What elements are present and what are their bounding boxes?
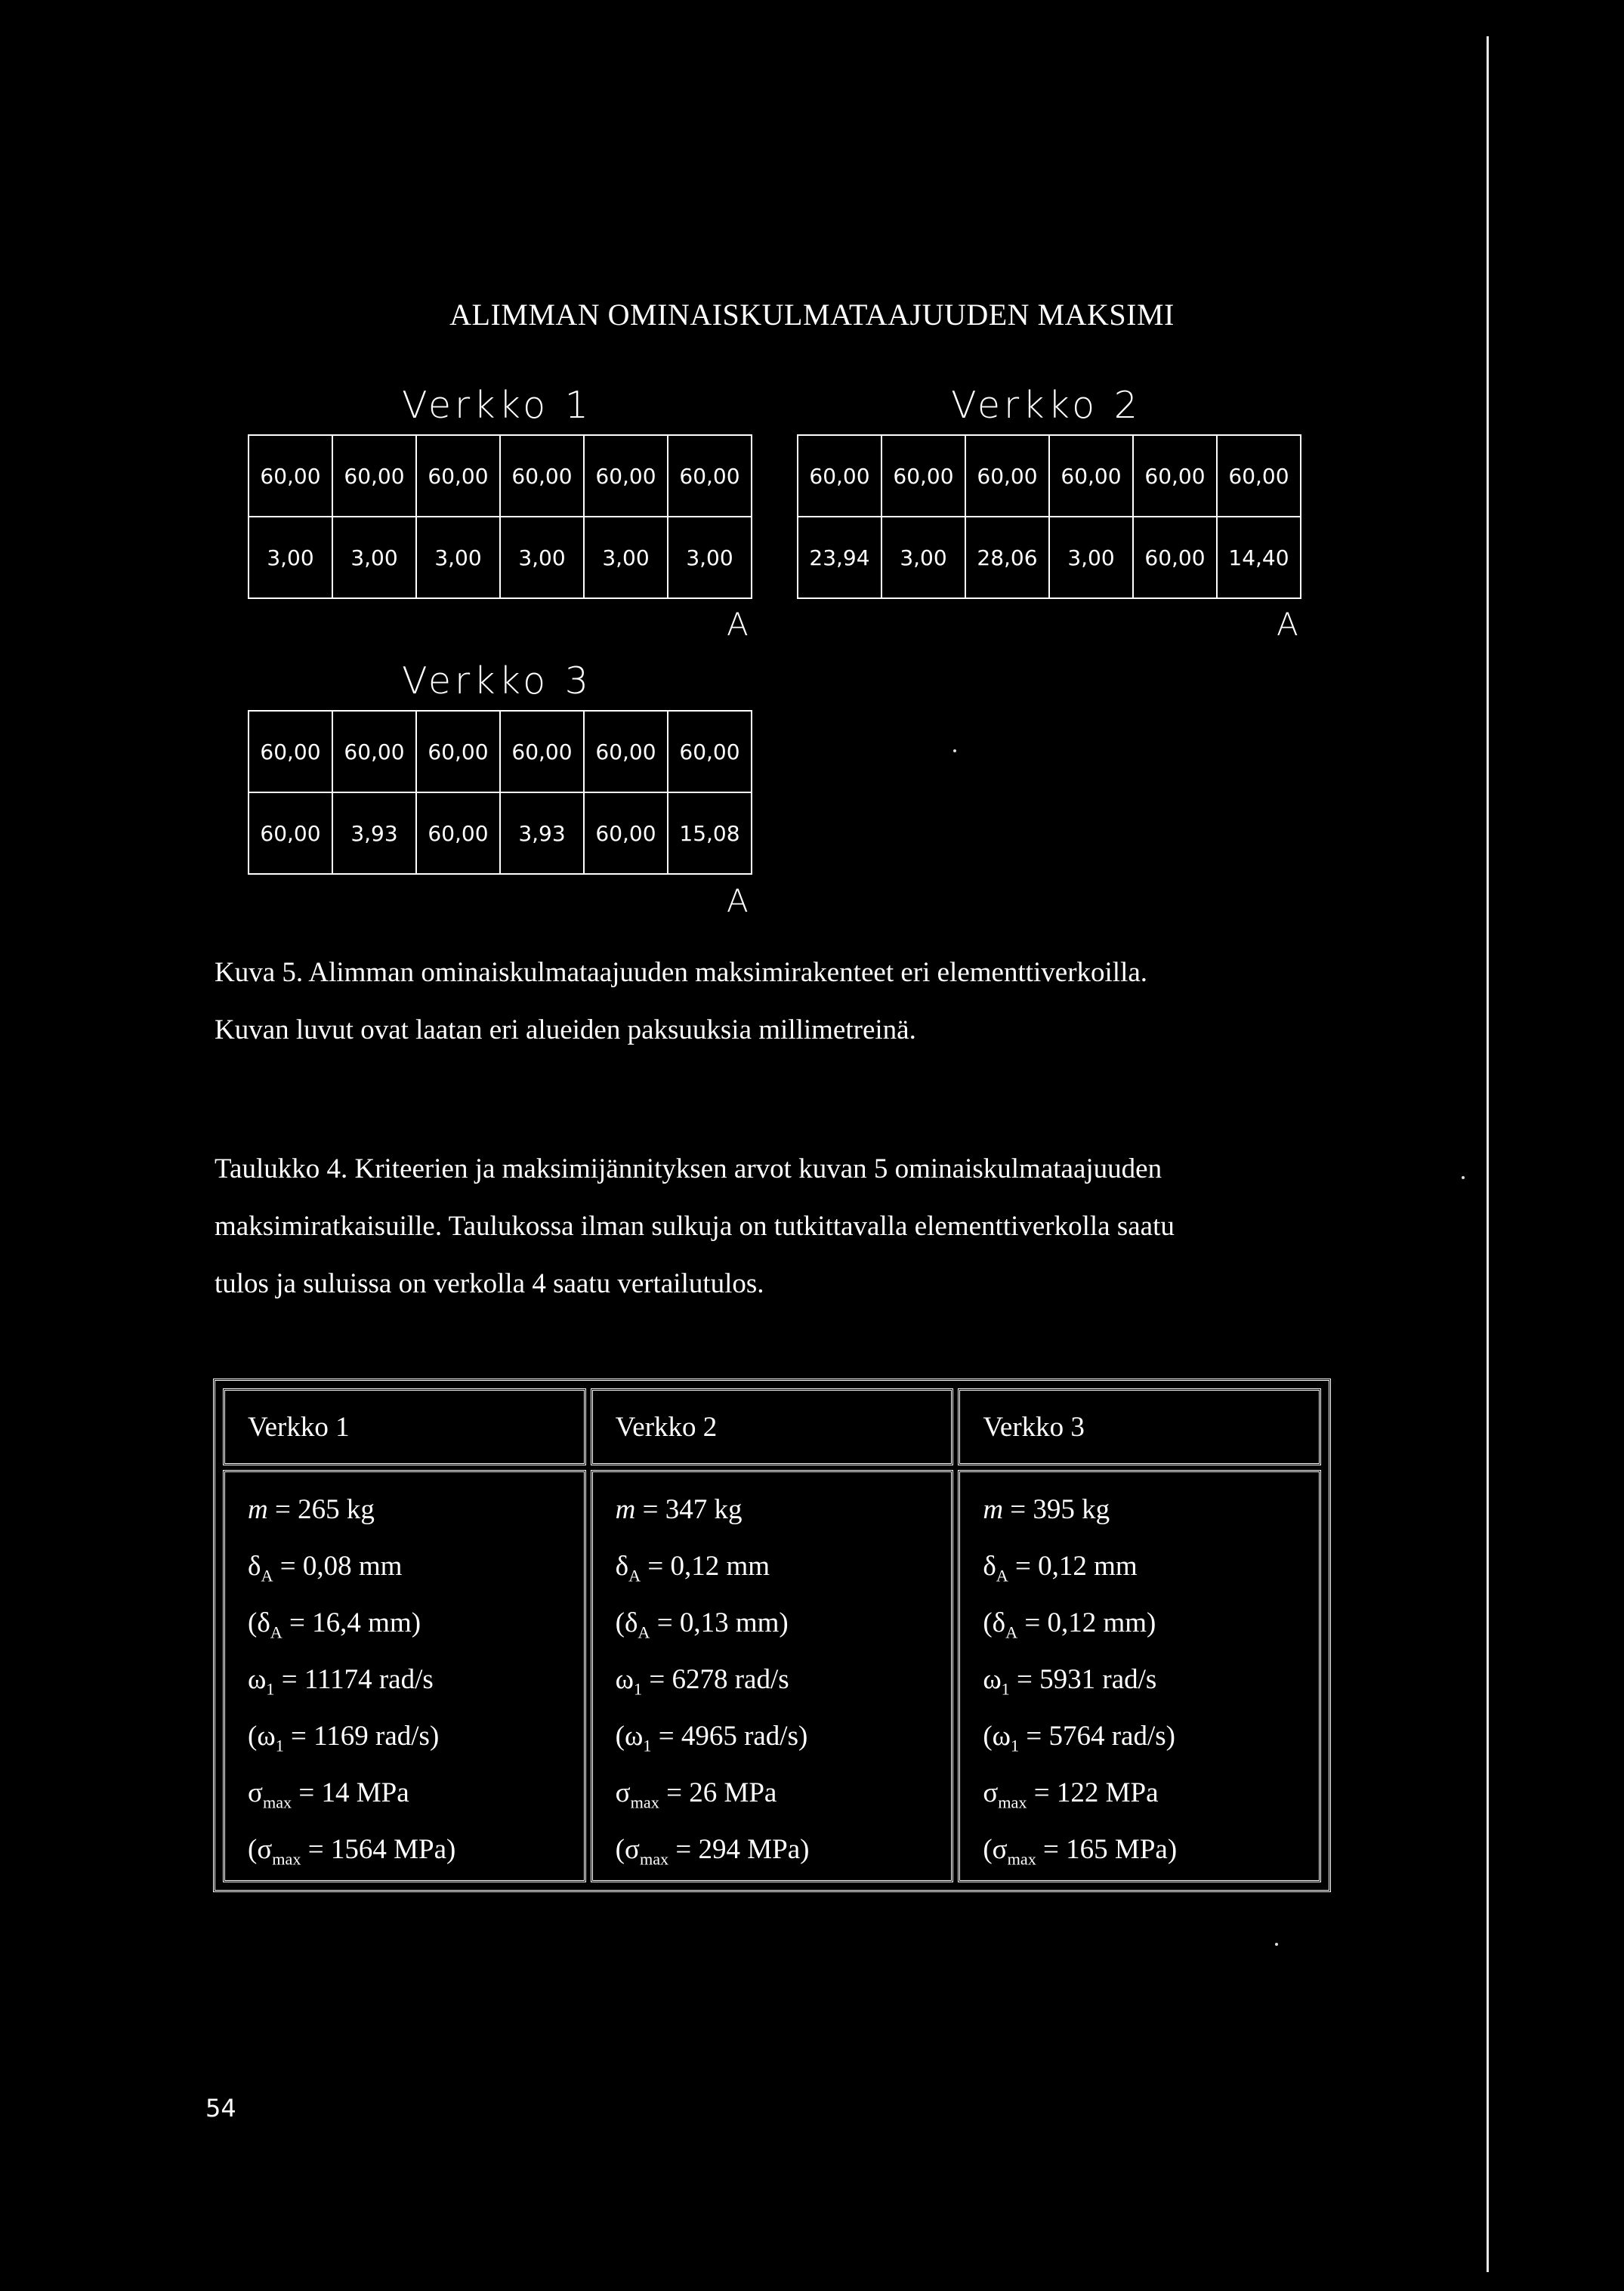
value: 5931 rad/s: [1039, 1664, 1157, 1695]
mass-value: m = 347 kg: [615, 1494, 743, 1525]
stress-reference: ($\sigma_{max} = 294$ MPa): [615, 1834, 810, 1869]
deflection-value: $\delta_A = 0,12$ mm: [983, 1551, 1138, 1585]
corner-marker-a: A: [727, 606, 749, 643]
page-title: ALIMMAN OMINAISKULMATAAJUUDEN MAKSIMI: [449, 298, 1175, 332]
caption-line: maksimiratkaisuille. Taulukossa ilman sulkuja on tutkittavalla elementtiverkolla saatu: [215, 1211, 1175, 1242]
grid-verkko-3: [248, 710, 752, 875]
frequency-reference: ($\omega_1 = 1169$ rad/s): [248, 1721, 440, 1755]
scan-margin-line: [1487, 36, 1489, 2272]
grid-cell: 60,00: [1133, 435, 1217, 517]
grid-cell: 60,00: [584, 711, 668, 792]
value: 11174 rad/s: [304, 1664, 434, 1695]
grid-cell: 3,00: [1049, 517, 1133, 598]
grid-cell: 60,00: [500, 711, 584, 792]
grid-cell: 15,08: [668, 792, 752, 874]
value: 0,12 mm: [1047, 1607, 1147, 1638]
results-table: [213, 1379, 1331, 1892]
grid-cell: 3,00: [668, 517, 752, 598]
grid-cell: 3,93: [332, 792, 416, 874]
table-cell-verkko-2: [591, 1470, 954, 1882]
grid-row: [798, 435, 1301, 517]
value: 16,4 mm: [312, 1607, 412, 1638]
grid-cell: 3,00: [584, 517, 668, 598]
value: 122 MPa: [1056, 1777, 1159, 1808]
grid-row: [249, 792, 752, 874]
mass-value: m = 395 kg: [983, 1494, 1110, 1525]
grid-label-verkko-3: Verkko 3: [402, 659, 592, 702]
grid-verkko-1: [248, 434, 752, 599]
grid-cell: 60,00: [500, 435, 584, 517]
grid-cell: 60,00: [798, 435, 881, 517]
page-number: 54: [205, 2094, 236, 2123]
value: 0,13 mm: [679, 1607, 780, 1638]
grid-cell: 3,00: [500, 517, 584, 598]
grid-cell: 23,94: [798, 517, 881, 598]
grid-cell: 60,00: [416, 435, 500, 517]
grid-cell: 60,00: [416, 792, 500, 874]
grid-cell: 3,00: [416, 517, 500, 598]
grid-row: [249, 517, 752, 598]
value: 265 kg: [298, 1494, 375, 1525]
grid-cell: 60,00: [249, 792, 332, 874]
grid-row: [249, 435, 752, 517]
value: 6278 rad/s: [672, 1664, 789, 1695]
grid-label-verkko-2: Verkko 2: [951, 384, 1141, 427]
grid-cell: 60,00: [881, 435, 965, 517]
value: 0,12 mm: [670, 1551, 770, 1582]
grid-cell: 60,00: [332, 435, 416, 517]
value: 294 MPa: [698, 1834, 801, 1865]
grid-cell: 60,00: [249, 435, 332, 517]
value: 1564 MPa: [330, 1834, 447, 1865]
deflection-reference: ($\delta_A = 0,12$ mm): [983, 1607, 1156, 1642]
grid-cell: 60,00: [668, 711, 752, 792]
grid-cell: 3,00: [249, 517, 332, 598]
stress-value: $\sigma_{max} = 14$ MPa: [248, 1777, 409, 1812]
deflection-value: $\delta_A = 0,12$ mm: [615, 1551, 770, 1585]
column-header: Verkko 3: [958, 1388, 1321, 1465]
value: 1169 rad/s: [313, 1721, 430, 1752]
stress-reference: ($\sigma_{max} = 165$ MPa): [983, 1834, 1178, 1869]
grid-cell: 60,00: [668, 435, 752, 517]
stress-reference: ($\sigma_{max} = 1564$ MPa): [248, 1834, 456, 1869]
grid-cell: 3,93: [500, 792, 584, 874]
column-header: Verkko 2: [591, 1388, 954, 1465]
corner-marker-a: A: [1277, 606, 1298, 643]
grid-cell: 3,00: [881, 517, 965, 598]
table-body-row: [223, 1470, 1321, 1882]
deflection-reference: ($\delta_A = 0,13$ mm): [615, 1607, 789, 1642]
grid-cell: 60,00: [965, 435, 1049, 517]
caption-line: Kuvan luvut ovat laatan eri alueiden paksuuksia millimetreinä.: [215, 1014, 916, 1045]
value: 5764 rad/s: [1048, 1721, 1166, 1752]
value: 26 MPa: [689, 1777, 777, 1808]
grid-cell: 60,00: [1133, 517, 1217, 598]
value: 0,12 mm: [1038, 1551, 1138, 1582]
scan-speck: [953, 749, 956, 752]
caption-line: tulos ja suluissa on verkolla 4 saatu vertailutulos.: [215, 1268, 764, 1299]
grid-verkko-2: [797, 434, 1301, 599]
figure-caption: [215, 944, 1147, 1059]
table-header-row: [223, 1388, 1321, 1465]
frequency-value: $\omega_1 = 6278$ rad/s: [615, 1664, 789, 1699]
grid-cell: 60,00: [584, 435, 668, 517]
stress-value: $\sigma_{max} = 122$ MPa: [983, 1777, 1159, 1812]
scan-speck: [1462, 1176, 1465, 1179]
frequency-value: $\omega_1 = 11174$ rad/s: [248, 1664, 434, 1699]
column-header: Verkko 1: [223, 1388, 586, 1465]
grid-label-verkko-1: Verkko 1: [402, 384, 592, 427]
value: 395 kg: [1033, 1494, 1110, 1525]
grid-cell: 60,00: [1217, 435, 1301, 517]
grid-row: [798, 517, 1301, 598]
table-cell-verkko-3: [958, 1470, 1321, 1882]
grid-cell: 60,00: [584, 792, 668, 874]
corner-marker-a: A: [727, 882, 749, 919]
grid-cell: 60,00: [1049, 435, 1133, 517]
value: 4965 rad/s: [681, 1721, 798, 1752]
value: 0,08 mm: [302, 1551, 403, 1582]
grid-cell: 28,06: [965, 517, 1049, 598]
frequency-reference: ($\omega_1 = 4965$ rad/s): [615, 1721, 808, 1755]
deflection-reference: ($\delta_A = 16,4$ mm): [248, 1607, 421, 1642]
value: 347 kg: [665, 1494, 743, 1525]
grid-row: [249, 711, 752, 792]
grid-cell: 60,00: [332, 711, 416, 792]
grid-cell: 14,40: [1217, 517, 1301, 598]
grid-cell: 60,00: [416, 711, 500, 792]
frequency-value: $\omega_1 = 5931$ rad/s: [983, 1664, 1157, 1699]
mass-value: m = 265 kg: [248, 1494, 375, 1525]
stress-value: $\sigma_{max} = 26$ MPa: [615, 1777, 777, 1812]
value: 14 MPa: [321, 1777, 409, 1808]
grid-cell: 60,00: [249, 711, 332, 792]
scan-speck: [1275, 1943, 1278, 1946]
caption-line: Taulukko 4. Kriteerien ja maksimijännityksen arvot kuvan 5 ominaiskulmataajuuden: [215, 1153, 1162, 1184]
frequency-reference: ($\omega_1 = 5764$ rad/s): [983, 1721, 1175, 1755]
deflection-value: $\delta_A = 0,08$ mm: [248, 1551, 403, 1585]
table-cell-verkko-1: [223, 1470, 586, 1882]
table-caption: [215, 1141, 1175, 1313]
grid-cell: 3,00: [332, 517, 416, 598]
caption-line: Kuva 5. Alimman ominaiskulmataajuuden maksimirakenteet eri elementtiverkoilla.: [215, 957, 1148, 988]
value: 165 MPa: [1066, 1834, 1168, 1865]
